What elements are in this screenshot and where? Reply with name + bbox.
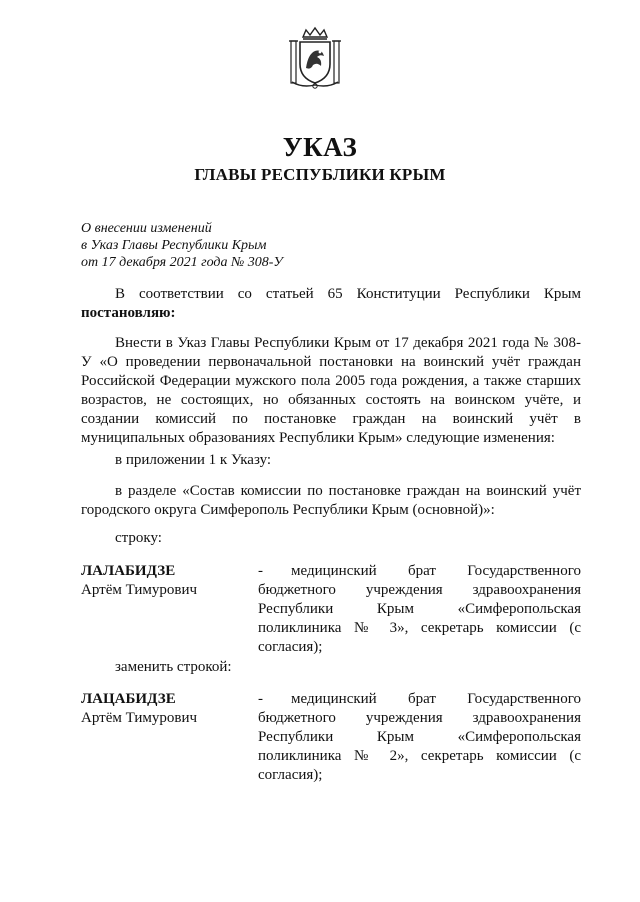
member-given-name: Артём Тимурович xyxy=(81,582,198,598)
row-dash: - xyxy=(258,563,263,579)
subject-line-2: в Указ Главы Республики Крым xyxy=(81,238,267,253)
member-surname: ЛАЦАБИДЗЕ xyxy=(81,691,176,707)
member-description: медицинский брат Государственного бюджетного учреждения здравоохранения Республики Крым «Симферопольская поликлиника № 3», секретарь комиссии (с согласия); xyxy=(258,563,581,655)
member-description: медицинский брат Государственного бюджетного учреждения здравоохранения Республики Крым «Симферопольская поликлиника № 2», секретарь комиссии (с согласия); xyxy=(258,691,581,783)
member-surname: ЛАЛАБИДЗЕ xyxy=(81,563,176,579)
preamble-paragraph xyxy=(81,285,581,323)
decree-title: УКАЗ xyxy=(282,132,358,162)
row-label: строку: xyxy=(115,530,162,546)
row-dash: - xyxy=(258,691,263,707)
member-name xyxy=(81,690,251,728)
decree-subtitle: ГЛАВЫ РЕСПУБЛИКИ КРЫМ xyxy=(194,165,446,184)
preamble-text: В соответствии со статьей 65 Конституции Республики Крым xyxy=(115,286,581,302)
preamble-resolve: постановляю: xyxy=(81,305,176,321)
main-paragraph: Внести в Указ Главы Республики Крым от 17 декабря 2021 года № 308-У «О проведении первоначальной постановки на воинский учёт граждан Российской Федерации мужского пола 2005 года рождения, а также старших возрастов, не состоящих, но обязанных состоять на воинском учёте, и создании комиссий по постановке граждан на воинский учёт в муниципальных образованиях Республики Крым» следующие изменения: xyxy=(81,335,581,446)
decree-subject xyxy=(81,220,283,271)
member-given-name: Артём Тимурович xyxy=(81,710,198,726)
subject-line-3: от 17 декабря 2021 года № 308-У xyxy=(81,255,283,270)
section-paragraph: в разделе «Состав комиссии по постановке граждан на воинский учёт городского округа Симферополь Республики Крым (основной)»: xyxy=(81,483,581,518)
subject-line-1: О внесении изменений xyxy=(81,221,212,236)
replace-label: заменить строкой: xyxy=(115,659,232,675)
crimea-coat-of-arms-icon xyxy=(282,24,348,90)
member-name xyxy=(81,562,251,600)
appendix-paragraph: в приложении 1 к Указу: xyxy=(115,452,272,468)
